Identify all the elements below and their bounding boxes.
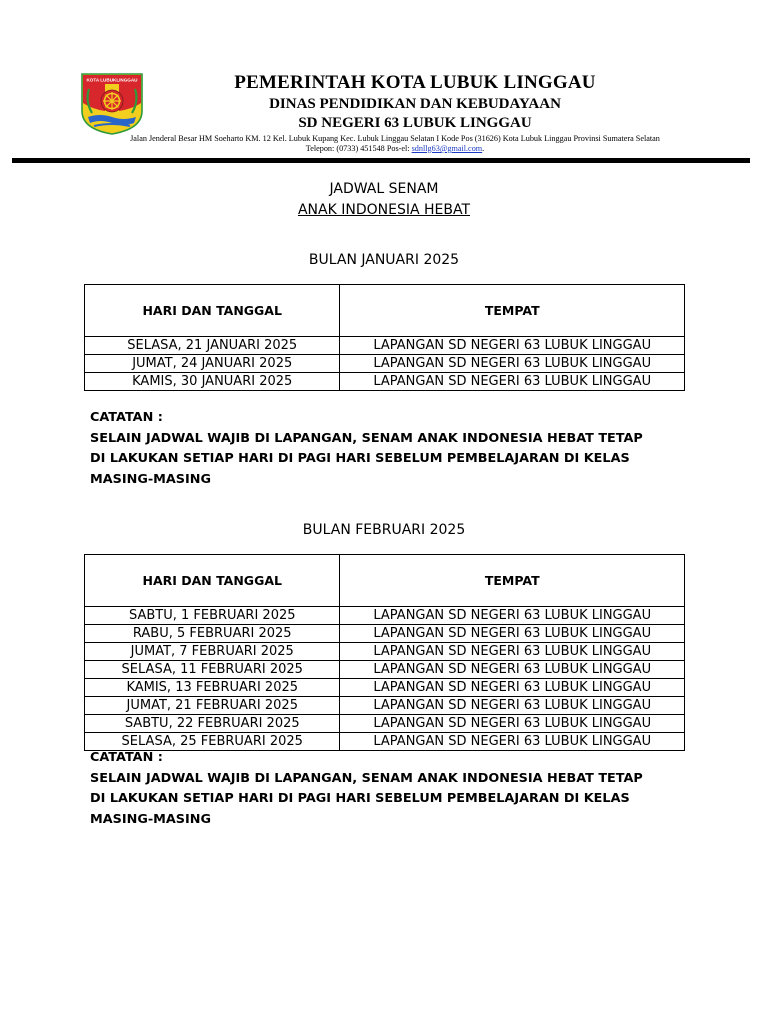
- table-row: [85, 337, 685, 355]
- february-note: [90, 748, 710, 830]
- letterhead-contact: [60, 144, 730, 154]
- header-date: HARI DAN TANGGAL: [85, 285, 340, 337]
- note-line: MASING-MASING: [90, 471, 211, 487]
- table-row: [85, 679, 685, 697]
- table-row: [85, 625, 685, 643]
- row-date: JUMAT, 21 FEBRUARI 2025: [85, 697, 340, 715]
- note-line: DI LAKUKAN SETIAP HARI DI PAGI HARI SEBELUM PEMBELAJARAN DI KELAS: [90, 791, 630, 806]
- document-title: JADWAL SENAM: [329, 181, 439, 197]
- row-place: LAPANGAN SD NEGERI 63 LUBUK LINGGAU: [340, 625, 685, 643]
- letterhead-phone: Telepon: (0733) 451548 Pos-el:: [305, 144, 412, 153]
- table-row: [85, 607, 685, 625]
- document-subtitle: [0, 202, 768, 218]
- note-line: DI LAKUKAN SETIAP HARI DI PAGI HARI SEBELUM PEMBELAJARAN DI KELAS: [90, 451, 630, 466]
- table-row: [85, 643, 685, 661]
- note-label: CATATAN :: [90, 410, 163, 425]
- table-row: [85, 373, 685, 391]
- row-date: KAMIS, 13 FEBRUARI 2025: [85, 679, 340, 697]
- row-date: SELASA, 25 FEBRUARI 2025: [85, 733, 340, 751]
- table-header-row: [85, 285, 685, 337]
- row-place: LAPANGAN SD NEGERI 63 LUBUK LINGGAU: [340, 715, 685, 733]
- email-link[interactable]: sdnllg63@gmail.com: [411, 144, 483, 153]
- email-suffix: .: [482, 144, 485, 153]
- table-row: [85, 697, 685, 715]
- letterhead-address: Jalan Jenderal Besar HM Soeharto KM. 12 Kel. Lubuk Kupang Kec. Lubuk Linggau Selatan I Kode Pos (31626) Kota Lubuk Linggau Provinsi Sumatera Selatan: [130, 134, 660, 143]
- january-note: [90, 408, 710, 490]
- row-date: SELASA, 21 JANUARI 2025: [85, 337, 340, 355]
- city-emblem-logo: [80, 73, 144, 135]
- note-line: SELAIN JADWAL WAJIB DI LAPANGAN, SENAM ANAK INDONESIA HEBAT TETAP: [90, 770, 643, 786]
- letterhead-address-block: [60, 134, 730, 154]
- letterhead-department: DINAS PENDIDIKAN DAN KEBUDAYAAN: [269, 96, 561, 112]
- header-place: TEMPAT: [340, 285, 685, 337]
- table-row: [85, 715, 685, 733]
- row-place: LAPANGAN SD NEGERI 63 LUBUK LINGGAU: [340, 373, 685, 391]
- row-place: LAPANGAN SD NEGERI 63 LUBUK LINGGAU: [340, 355, 685, 373]
- row-place: LAPANGAN SD NEGERI 63 LUBUK LINGGAU: [340, 679, 685, 697]
- document-subtitle-text: ANAK INDONESIA HEBAT: [297, 202, 471, 218]
- february-schedule-table: [84, 554, 685, 751]
- note-line: MASING-MASING: [90, 811, 211, 827]
- table-row: [85, 661, 685, 679]
- table-row: [85, 355, 685, 373]
- logo-text: KOTA LUBUKLINGGAU: [86, 77, 138, 83]
- note-line: SELAIN JADWAL WAJIB DI LAPANGAN, SENAM ANAK INDONESIA HEBAT TETAP: [90, 430, 643, 446]
- header-place: TEMPAT: [340, 555, 685, 607]
- row-date: SELASA, 11 FEBRUARI 2025: [85, 661, 340, 679]
- row-date: SABTU, 1 FEBRUARI 2025: [85, 607, 340, 625]
- february-heading: BULAN FEBRUARI 2025: [302, 522, 466, 538]
- letterhead-government: PEMERINTAH KOTA LUBUK LINGGAU: [234, 72, 596, 93]
- letterhead-school: SD NEGERI 63 LUBUK LINGGAU: [298, 115, 532, 131]
- row-place: LAPANGAN SD NEGERI 63 LUBUK LINGGAU: [340, 661, 685, 679]
- january-heading: BULAN JANUARI 2025: [308, 252, 460, 268]
- row-place: LAPANGAN SD NEGERI 63 LUBUK LINGGAU: [340, 733, 685, 751]
- header-date: HARI DAN TANGGAL: [85, 555, 340, 607]
- row-date: RABU, 5 FEBRUARI 2025: [85, 625, 340, 643]
- row-place: LAPANGAN SD NEGERI 63 LUBUK LINGGAU: [340, 643, 685, 661]
- row-date: SABTU, 22 FEBRUARI 2025: [85, 715, 340, 733]
- note-label: CATATAN :: [90, 750, 163, 765]
- january-schedule-table: [84, 284, 685, 391]
- row-date: JUMAT, 24 JANUARI 2025: [85, 355, 340, 373]
- row-place: LAPANGAN SD NEGERI 63 LUBUK LINGGAU: [340, 337, 685, 355]
- letterhead-divider: [12, 158, 750, 163]
- row-place: LAPANGAN SD NEGERI 63 LUBUK LINGGAU: [340, 607, 685, 625]
- row-date: JUMAT, 7 FEBRUARI 2025: [85, 643, 340, 661]
- table-header-row: [85, 555, 685, 607]
- row-date: KAMIS, 30 JANUARI 2025: [85, 373, 340, 391]
- row-place: LAPANGAN SD NEGERI 63 LUBUK LINGGAU: [340, 697, 685, 715]
